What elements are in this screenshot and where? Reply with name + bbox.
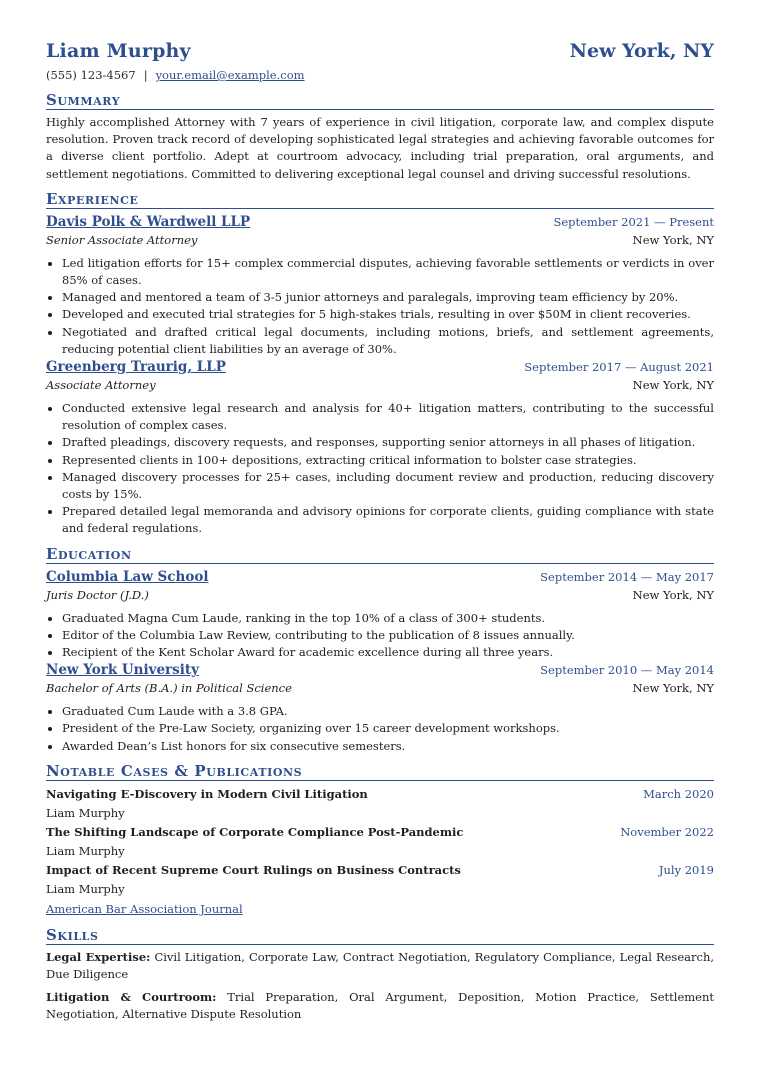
experience-entry bbox=[46, 213, 714, 358]
publication-entry bbox=[46, 861, 714, 899]
bullet-item: • Editor of the Columbia Law Review, contributing to the publication of 8 issues annually. bbox=[62, 627, 714, 644]
publication-title: Navigating E-Discovery in Modern Civil Litigation bbox=[46, 786, 368, 801]
bullet-item: • Managed and mentored a team of 3-5 junior attorneys and paralegals, improving team efficiency by 20%. bbox=[62, 289, 714, 306]
school-location: New York, NY bbox=[632, 681, 714, 696]
bullet-item: • Managed discovery processes for 25+ cases, including document review and production, reducing discovery costs by 15%. bbox=[62, 469, 714, 503]
education-entry bbox=[46, 568, 714, 662]
job-location: New York, NY bbox=[632, 232, 714, 247]
contact-line bbox=[46, 68, 714, 82]
bullet-item: • Prepared detailed legal memoranda and advisory opinions for corporate clients, guiding compliance with state and federal regulations. bbox=[62, 503, 714, 537]
job-location: New York, NY bbox=[632, 378, 714, 393]
degree: Bachelor of Arts (B.A.) in Political Science bbox=[46, 681, 292, 696]
skill-group bbox=[46, 989, 714, 1023]
publication-author: Liam Murphy bbox=[46, 805, 125, 820]
job-title: Associate Attorney bbox=[46, 378, 156, 393]
bullet-item: • Recipient of the Kent Scholar Award for academic excellence during all three years. bbox=[62, 644, 714, 661]
employer-name[interactable]: Greenberg Traurig, LLP bbox=[46, 359, 226, 376]
skill-group-items: Civil Litigation, Corporate Law, Contract Negotiation, Regulatory Compliance, Legal Research, Due Diligence bbox=[46, 949, 714, 982]
header-location: New York, NY bbox=[569, 40, 714, 62]
degree: Juris Doctor (J.D.) bbox=[46, 587, 149, 602]
education-dates: September 2010 — May 2014 bbox=[540, 663, 714, 678]
publication-link[interactable]: American Bar Association Journal bbox=[46, 901, 243, 916]
publication-date: March 2020 bbox=[643, 786, 714, 801]
resume-page bbox=[46, 40, 714, 1024]
bullet-list bbox=[46, 610, 714, 662]
phone-number: (555) 123-4567 bbox=[46, 68, 136, 82]
skill-group-items: Trial Preparation, Oral Argument, Deposition, Motion Practice, Settlement Negotiation, Alternative Dispute Resolution bbox=[46, 990, 714, 1022]
education-entry bbox=[46, 661, 714, 755]
bullet-list bbox=[46, 255, 714, 358]
school-name[interactable]: New York University bbox=[46, 662, 199, 679]
school-location: New York, NY bbox=[632, 587, 714, 602]
bullet-item: • Graduated Magna Cum Laude, ranking in the top 10% of a class of 300+ students. bbox=[62, 610, 714, 627]
experience-entry bbox=[46, 358, 714, 538]
employment-dates: September 2017 — August 2021 bbox=[524, 360, 714, 375]
employer-name[interactable]: Davis Polk & Wardwell LLP bbox=[46, 213, 251, 230]
section-title-publications: Notable Cases & Publications bbox=[46, 763, 714, 781]
school-name[interactable]: Columbia Law School bbox=[46, 568, 209, 585]
bullet-item: • Developed and executed trial strategies for 5 high-stakes trials, resulting in over $50M in client recoveries. bbox=[62, 306, 714, 323]
employment-dates: September 2021 — Present bbox=[553, 214, 714, 229]
skill-group-label: Legal Expertise: bbox=[46, 949, 151, 964]
bullet-item: • Conducted extensive legal research and analysis for 40+ litigation matters, contributing to the successful resolution of complex cases. bbox=[62, 400, 714, 434]
publication-title: Impact of Recent Supreme Court Rulings on Business Contracts bbox=[46, 862, 461, 877]
bullet-item: • Awarded Dean’s List honors for six consecutive semesters. bbox=[62, 738, 714, 755]
section-title-education: Education bbox=[46, 546, 714, 564]
resume-header bbox=[46, 40, 714, 62]
publication-author: Liam Murphy bbox=[46, 843, 125, 858]
candidate-name: Liam Murphy bbox=[46, 40, 191, 62]
bullet-item: • Represented clients in 100+ depositions, extracting critical information to bolster case strategies. bbox=[62, 452, 714, 469]
summary-text: Highly accomplished Attorney with 7 years of experience in civil litigation, corporate law, and complex dispute resolution. Proven track record of developing sophisticated legal strategies and achieving favorable outcomes for a diverse client portfolio. Adept at courtroom advocacy, including trial preparation, oral arguments, and settlement negotiations. Committed to delivering exceptional legal counsel and driving successful resolutions. bbox=[46, 115, 714, 181]
bullet-item: • President of the Pre-Law Society, organizing over 15 career development workshops. bbox=[62, 720, 714, 737]
email-link[interactable]: your.email@example.com bbox=[155, 68, 305, 82]
publication-date: November 2022 bbox=[620, 824, 714, 839]
bullet-list bbox=[46, 703, 714, 755]
bullet-item: • Negotiated and drafted critical legal documents, including motions, briefs, and settlement agreements, reducing potential client liabilities by an average of 30%. bbox=[62, 324, 714, 358]
bullet-item: • Graduated Cum Laude with a 3.8 GPA. bbox=[62, 703, 714, 720]
publication-entry bbox=[46, 823, 714, 861]
education-dates: September 2014 — May 2017 bbox=[540, 569, 714, 584]
publication-date: July 2019 bbox=[658, 862, 714, 877]
section-title-skills: Skills bbox=[46, 927, 714, 945]
skill-group-label: Litigation & Courtroom: bbox=[46, 990, 217, 1005]
bullet-item: • Drafted pleadings, discovery requests, and responses, supporting senior attorneys in all phases of litigation. bbox=[62, 434, 714, 451]
publication-author: Liam Murphy bbox=[46, 881, 125, 896]
bullet-item: • Led litigation efforts for 15+ complex commercial disputes, achieving favorable settlements or verdicts in over 85% of cases. bbox=[62, 255, 714, 289]
contact-separator: | bbox=[143, 68, 148, 82]
section-title-experience: Experience bbox=[46, 191, 714, 209]
skill-group bbox=[46, 949, 714, 983]
section-title-summary: Summary bbox=[46, 92, 714, 110]
publication-entry bbox=[46, 785, 714, 823]
bullet-list bbox=[46, 400, 714, 538]
publication-title: The Shifting Landscape of Corporate Compliance Post-Pandemic bbox=[46, 824, 464, 839]
job-title: Senior Associate Attorney bbox=[46, 232, 198, 247]
